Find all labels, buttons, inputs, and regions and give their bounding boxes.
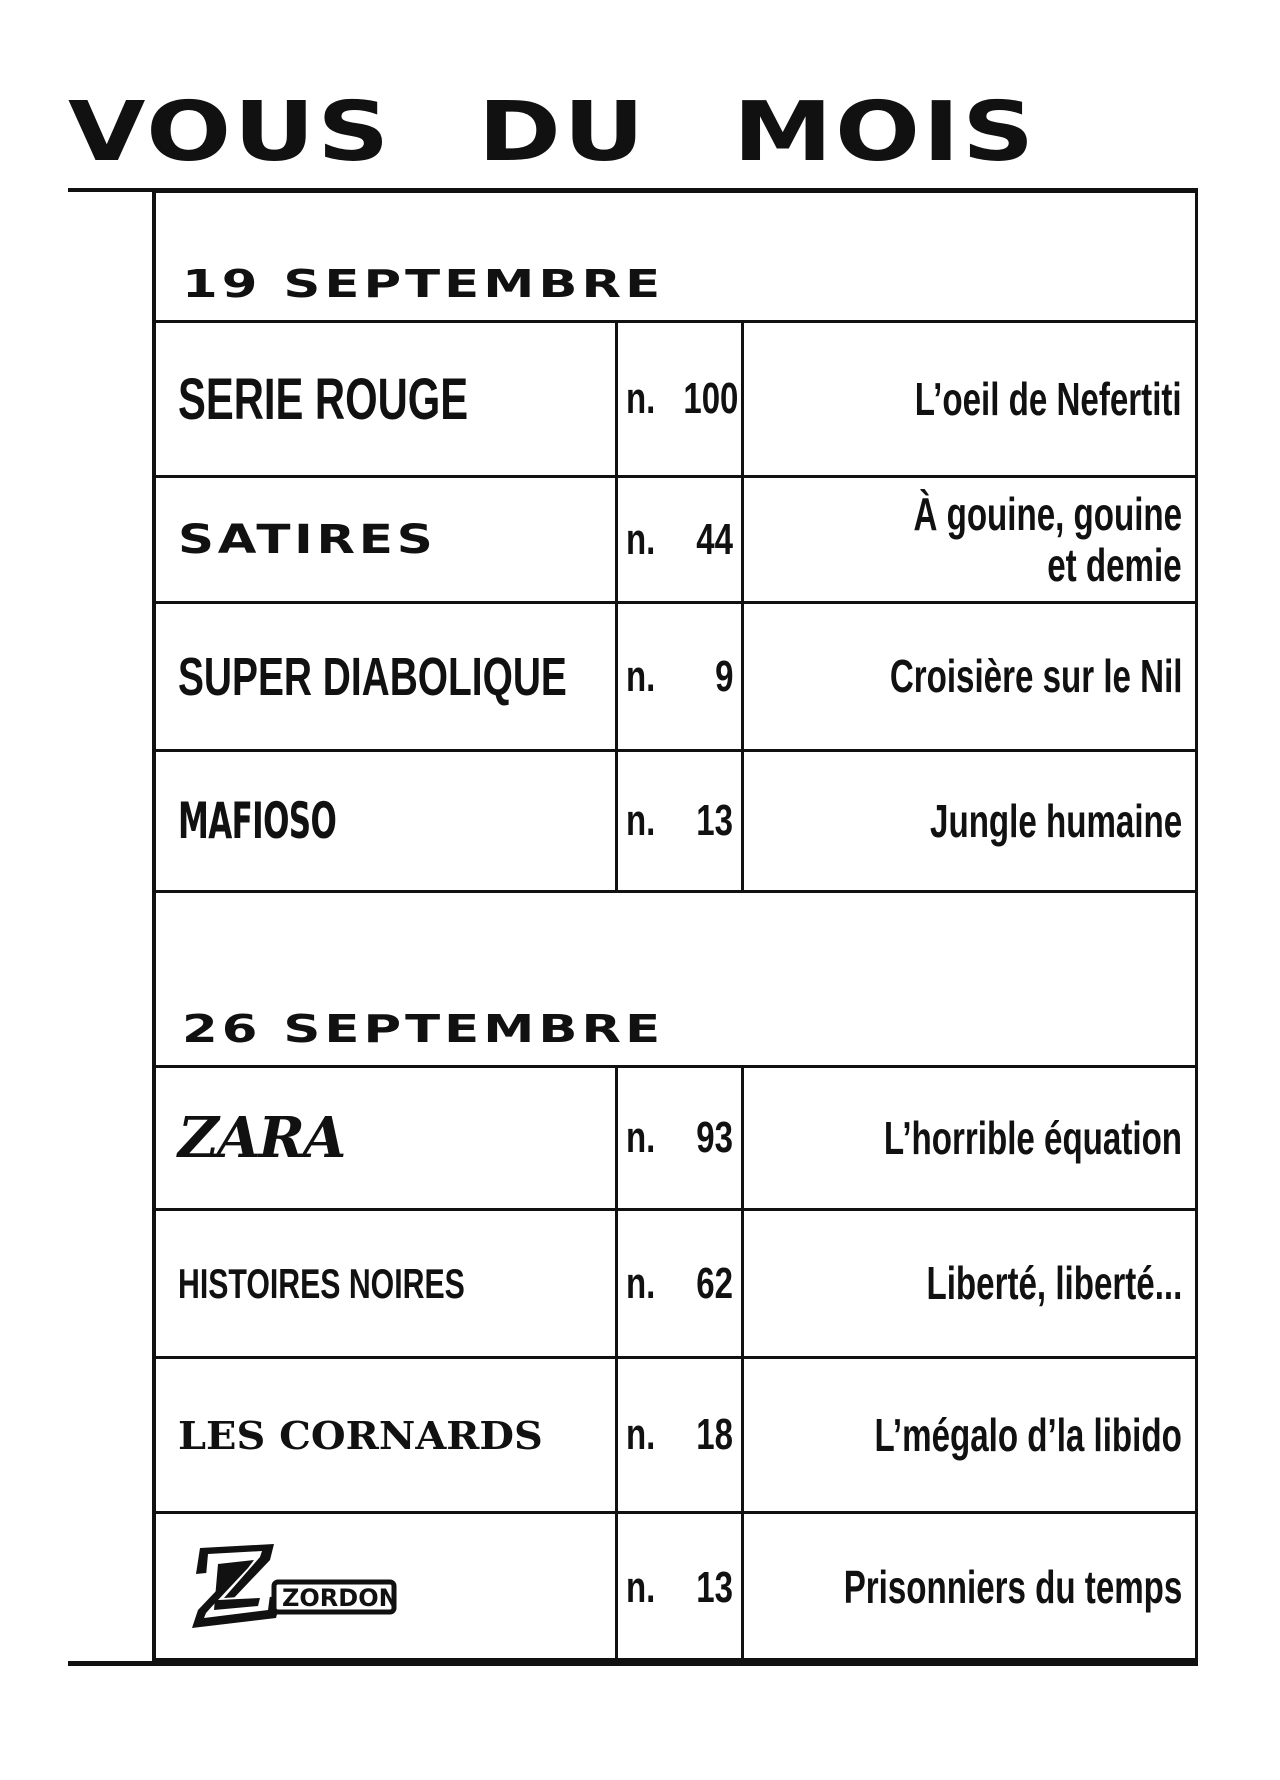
magazine-title: HISTOIRES NOIRES <box>178 1259 465 1307</box>
magazine-title-cell <box>156 1211 618 1356</box>
issue-number-cell: n. 62 <box>618 1211 744 1356</box>
story-title: Jungle humaine <box>929 794 1182 847</box>
story-title: Croisière sur le Nil <box>889 650 1182 703</box>
story-title-cell <box>744 323 1198 475</box>
issue-number: 93 <box>696 1113 733 1162</box>
bottom-rule <box>68 1661 1198 1666</box>
story-title-cell <box>744 1514 1198 1661</box>
issue-number: 13 <box>696 1562 733 1612</box>
issue-number: 100 <box>683 374 739 423</box>
magazine-title: LES CORNARDS <box>178 1412 543 1458</box>
story-title-line-1: À gouine, gouine <box>913 487 1182 540</box>
table-row <box>156 1211 1198 1359</box>
issue-number-cell: n. 100 <box>618 323 744 475</box>
magazine-title-cell <box>156 1068 618 1208</box>
magazine-title-cell <box>156 323 618 475</box>
issue-number-cell: n. 93 <box>618 1068 744 1208</box>
page-title: VOUS DU MOIS <box>68 85 1037 180</box>
issue-number: 62 <box>696 1258 733 1308</box>
story-title: L’oeil de Nefertiti <box>915 372 1182 425</box>
table-row <box>156 1359 1198 1514</box>
story-title: Prisonniers du temps <box>843 1561 1182 1614</box>
magazine-title: MAFIOSO <box>178 792 337 850</box>
story-title: L’horrible équation <box>883 1111 1182 1164</box>
magazine-title-cell <box>156 1359 618 1511</box>
issue-number: 13 <box>696 796 733 845</box>
story-title-cell <box>744 1211 1198 1356</box>
table-row <box>156 604 1198 752</box>
magazine-title-cell <box>156 604 618 749</box>
issue-number: 9 <box>714 651 733 701</box>
section-date-1: 19 SEPTEMBRE <box>156 190 1198 323</box>
story-title: Liberté, liberté... <box>926 1257 1182 1310</box>
story-title-cell <box>744 604 1198 749</box>
story-title-cell <box>744 478 1198 601</box>
story-title-line-2: et demie <box>1047 538 1182 591</box>
story-title-cell <box>744 1068 1198 1208</box>
table-row <box>156 478 1198 604</box>
story-title: L’mégalo d’la libido <box>874 1408 1182 1461</box>
zordon-logo-letters: ZORDON <box>282 1583 399 1612</box>
zara-logo: ZARA <box>178 1105 345 1171</box>
magazine-title-cell <box>156 478 618 601</box>
magazine-title-cell <box>156 1514 618 1661</box>
table-row <box>156 323 1198 478</box>
magazine-title: SATIRES <box>178 516 437 563</box>
section-date-2: 26 SEPTEMBRE <box>156 893 1198 1068</box>
table-row <box>156 1514 1198 1661</box>
magazine-title-cell <box>156 752 618 890</box>
zordon-logo <box>178 1538 408 1638</box>
story-title-cell <box>744 752 1198 890</box>
table-row <box>156 752 1198 893</box>
issue-number-cell: n. 13 <box>618 1514 744 1661</box>
story-title-cell <box>744 1359 1198 1511</box>
issue-number-cell: n. 18 <box>618 1359 744 1511</box>
issue-number: 44 <box>696 514 733 564</box>
issue-number: 18 <box>696 1410 733 1459</box>
issue-number-cell: n. 9 <box>618 604 744 749</box>
issue-number-cell: n. 13 <box>618 752 744 890</box>
table-row <box>156 1068 1198 1211</box>
magazine-title: SERIE ROUGE <box>178 366 469 432</box>
issue-number-cell: n. 44 <box>618 478 744 601</box>
magazine-title: SUPER DIABOLIQUE <box>178 646 567 707</box>
